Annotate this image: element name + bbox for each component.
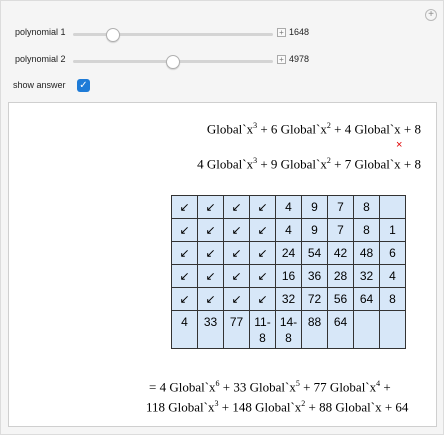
grid-arrow-cell: ↙ (198, 196, 224, 219)
p2-term3: 4 Global`x (197, 156, 254, 172)
grid-arrow-cell: ↙ (250, 242, 276, 265)
p2-exp2: 2 (326, 156, 331, 165)
grid-cell: 4 (380, 265, 406, 288)
r2-e3: 3 (214, 399, 219, 408)
grid-cell: 32 (354, 265, 380, 288)
grid-cell: 7 (328, 219, 354, 242)
poly1-slider[interactable] (73, 33, 273, 36)
r1-b: + 33 Global`x (219, 379, 296, 395)
result-line-1 (149, 379, 391, 395)
grid-cell: 4 (172, 311, 198, 349)
poly1-label: polynomial 1 (15, 27, 66, 37)
output-area (8, 102, 437, 427)
grid-arrow-cell: ↙ (250, 265, 276, 288)
grid-arrow-cell: ↙ (250, 196, 276, 219)
grid-cell: 1 (380, 219, 406, 242)
grid-arrow-cell: ↙ (224, 242, 250, 265)
grid-arrow-cell: ↙ (198, 219, 224, 242)
grid-row (172, 196, 406, 219)
poly2-slider[interactable] (73, 60, 273, 63)
grid-cell: 72 (302, 288, 328, 311)
grid-row (172, 265, 406, 288)
grid-cell: 9 (302, 219, 328, 242)
grid-arrow-cell: ↙ (172, 242, 198, 265)
poly2-control (1, 51, 444, 71)
grid-arrow-cell: ↙ (198, 242, 224, 265)
grid-cell: 9 (302, 196, 328, 219)
show-answer-label: show answer (13, 80, 66, 90)
grid-cell: 7 (328, 196, 354, 219)
grid-arrow-cell: ↙ (224, 288, 250, 311)
poly1-expand-icon[interactable]: + (277, 28, 286, 37)
grid-row (172, 288, 406, 311)
grid-cell: 11- 8 (250, 311, 276, 349)
grid-cell: 8 (354, 196, 380, 219)
plus-corner-icon[interactable]: + (425, 9, 437, 21)
r1-c: + 77 Global`x (299, 379, 377, 395)
grid-cell: 64 (328, 311, 354, 349)
times-symbol: × (396, 139, 403, 151)
grid-cell: 33 (198, 311, 224, 349)
poly1-slider-thumb[interactable] (106, 28, 120, 42)
p2-exp3: 3 (253, 156, 258, 165)
r2-c: + 88 Global`x + 64 (305, 399, 409, 415)
grid-cell: 28 (328, 265, 354, 288)
result-line-2 (146, 399, 408, 415)
grid-arrow-cell: ↙ (172, 196, 198, 219)
grid-cell (380, 311, 406, 349)
p2-term1: + 7 Global`x + 8 (330, 156, 421, 172)
show-answer-control (1, 77, 444, 97)
grid-cell: 64 (354, 288, 380, 311)
grid-arrow-cell: ↙ (250, 288, 276, 311)
grid-row (172, 219, 406, 242)
grid-cell: 42 (328, 242, 354, 265)
grid-cell: 54 (302, 242, 328, 265)
r2-e2: 2 (301, 399, 306, 408)
grid-cell: 4 (276, 219, 302, 242)
grid-row (172, 242, 406, 265)
grid-arrow-cell: ↙ (224, 265, 250, 288)
grid-arrow-cell: ↙ (198, 288, 224, 311)
grid-arrow-cell: ↙ (198, 265, 224, 288)
grid-cell: 8 (380, 288, 406, 311)
grid-cell: 6 (380, 242, 406, 265)
r1-a: = 4 Global`x (149, 379, 216, 395)
poly1-value: 1648 (289, 27, 310, 37)
grid-cell: 36 (302, 265, 328, 288)
poly2-value: 4978 (289, 54, 310, 64)
grid-cell: 8 (354, 219, 380, 242)
grid-arrow-cell: ↙ (172, 265, 198, 288)
r1-e4: 4 (376, 379, 381, 388)
grid-cell (380, 196, 406, 219)
grid-cell: 48 (354, 242, 380, 265)
r1-d: + (380, 379, 391, 395)
poly2-label: polynomial 2 (15, 54, 66, 64)
p1-exp3: 3 (253, 121, 258, 130)
r2-b: + 148 Global`x (218, 399, 302, 415)
grid-arrow-cell: ↙ (224, 219, 250, 242)
r1-e6: 6 (215, 379, 220, 388)
grid-cell: 77 (224, 311, 250, 349)
grid-cell: 88 (302, 311, 328, 349)
p2-term2: + 9 Global`x (257, 156, 327, 172)
p1-term3: Global`x (206, 121, 254, 137)
grid-arrow-cell: ↙ (172, 219, 198, 242)
poly1-control (1, 24, 444, 44)
grid-arrow-cell: ↙ (250, 219, 276, 242)
poly2-slider-thumb[interactable] (166, 55, 180, 69)
p1-exp2: 2 (326, 121, 331, 130)
r2-a: 118 Global`x (146, 399, 215, 415)
grid-cell: 14- 8 (276, 311, 302, 349)
p1-term2: + 6 Global`x (257, 121, 327, 137)
grid-cell: 4 (276, 196, 302, 219)
show-answer-checkbox[interactable]: ✓ (77, 79, 90, 92)
multiplication-grid (171, 195, 406, 349)
poly2-expand-icon[interactable]: + (277, 55, 286, 64)
grid-cell: 24 (276, 242, 302, 265)
grid-row (172, 311, 406, 349)
polynomial-2-expression (197, 156, 421, 172)
grid-arrow-cell: ↙ (172, 288, 198, 311)
polynomial-1-expression (207, 121, 421, 137)
r1-e5: 5 (295, 379, 300, 388)
p1-term1: + 4 Global`x + 8 (330, 121, 421, 137)
grid-cell: 32 (276, 288, 302, 311)
grid-cell: 56 (328, 288, 354, 311)
grid-cell: 16 (276, 265, 302, 288)
grid-arrow-cell: ↙ (224, 196, 250, 219)
grid-cell (354, 311, 380, 349)
